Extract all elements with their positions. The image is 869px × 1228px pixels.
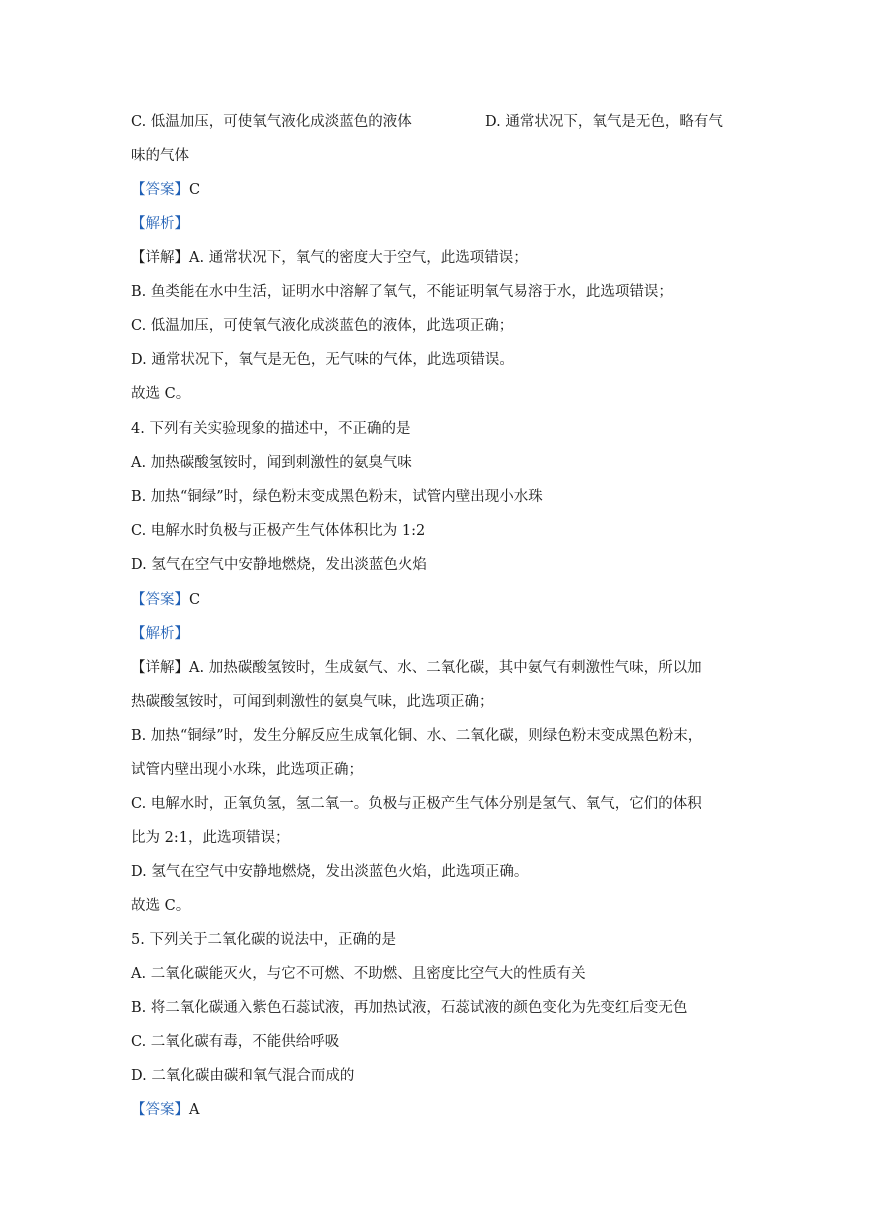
answer-tag: 【答案】 bbox=[131, 182, 189, 198]
detail-tag: 【详解】 bbox=[131, 250, 189, 266]
q4-detail-b-line2: 试管内壁出现小水珠，此选项正确； bbox=[131, 762, 363, 778]
q3-analysis bbox=[131, 214, 751, 234]
q4-option-c: C. 电解水时负极与正极产生气体体积比为 1:2 bbox=[131, 523, 426, 539]
q5-option-a: A. 二氧化碳能灭火，与它不可燃、不助燃、且密度比空气大的性质有关 bbox=[131, 966, 586, 982]
q4-choose: 故选 C。 bbox=[131, 898, 191, 914]
q4-question: 4. 下列有关实验现象的描述中，不正确的是 bbox=[131, 421, 411, 437]
q4-analysis bbox=[131, 624, 751, 644]
q3-choose: 故选 C。 bbox=[131, 386, 191, 402]
q4-answer bbox=[131, 590, 751, 610]
q5-option-b: B. 将二氧化碳通入紫色石蕊试液，再加热试液，石蕊试液的颜色变化为先变红后变无色 bbox=[131, 1000, 688, 1016]
q3-option-d: D. 通常状况下，氧气是无色，略有气 bbox=[485, 114, 723, 130]
q3-detail-c: C. 低温加压，可使氧气液化成淡蓝色的液体，此选项正确； bbox=[131, 318, 514, 334]
q4-option-a: A. 加热碳酸氢铵时，闻到刺激性的氨臭气味 bbox=[131, 455, 412, 471]
q3-option-c: C. 低温加压，可使氧气液化成淡蓝色的液体 bbox=[131, 114, 412, 130]
detail-text: A. 通常状况下，氧气的密度大于空气，此选项错误； bbox=[189, 250, 528, 266]
answer-value: C bbox=[189, 182, 201, 198]
q5-answer bbox=[131, 1100, 751, 1120]
q4-detail-c-line1: C. 电解水时，正氧负氢，氢二氧一。负极与正极产生气体分别是氢气、氧气，它们的体积 bbox=[131, 796, 702, 812]
q3-detail-a bbox=[131, 248, 751, 268]
q4-option-d: D. 氢气在空气中安静地燃烧，发出淡蓝色火焰 bbox=[131, 557, 427, 573]
answer-value: A bbox=[189, 1102, 200, 1118]
q4-detail-d: D. 氢气在空气中安静地燃烧，发出淡蓝色火焰，此选项正确。 bbox=[131, 864, 529, 880]
q3-answer bbox=[131, 180, 751, 200]
answer-value: C bbox=[189, 592, 201, 608]
detail-text: A. 加热碳酸氢铵时，生成氨气、水、二氧化碳，其中氨气有刺激性气味，所以加 bbox=[189, 660, 702, 676]
q3-detail-d: D. 通常状况下，氧气是无色，无气味的气体，此选项错误。 bbox=[131, 352, 514, 368]
q4-detail-a-line1 bbox=[131, 658, 751, 678]
detail-tag: 【详解】 bbox=[131, 660, 189, 676]
q4-detail-b-line1: B. 加热“铜绿”时，发生分解反应生成氧化铜、水、二氧化碳，则绿色粉末变成黑色粉末， bbox=[131, 728, 703, 744]
analysis-tag: 【解析】 bbox=[131, 626, 189, 642]
q4-option-b: B. 加热“铜绿”时，绿色粉末变成黑色粉末，试管内壁出现小水珠 bbox=[131, 489, 543, 505]
answer-tag: 【答案】 bbox=[131, 1102, 189, 1118]
q3-options-cd bbox=[131, 112, 751, 132]
q5-option-c: C. 二氧化碳有毒，不能供给呼吸 bbox=[131, 1034, 340, 1050]
answer-tag: 【答案】 bbox=[131, 592, 189, 608]
analysis-tag: 【解析】 bbox=[131, 216, 189, 232]
q5-question: 5. 下列关于二氧化碳的说法中，正确的是 bbox=[131, 932, 396, 948]
q5-option-d: D. 二氧化碳由碳和氧气混合而成的 bbox=[131, 1068, 355, 1084]
q3-detail-b: B. 鱼类能在水中生活，证明水中溶解了氧气，不能证明氧气易溶于水，此选项错误； bbox=[131, 284, 673, 300]
q4-detail-c-line2: 比为 2:1，此选项错误； bbox=[131, 830, 290, 846]
q3-option-d-cont: 味的气体 bbox=[131, 148, 189, 164]
q4-detail-a-line2: 热碳酸氢铵时，可闻到刺激性的氨臭气味，此选项正确； bbox=[131, 694, 494, 710]
